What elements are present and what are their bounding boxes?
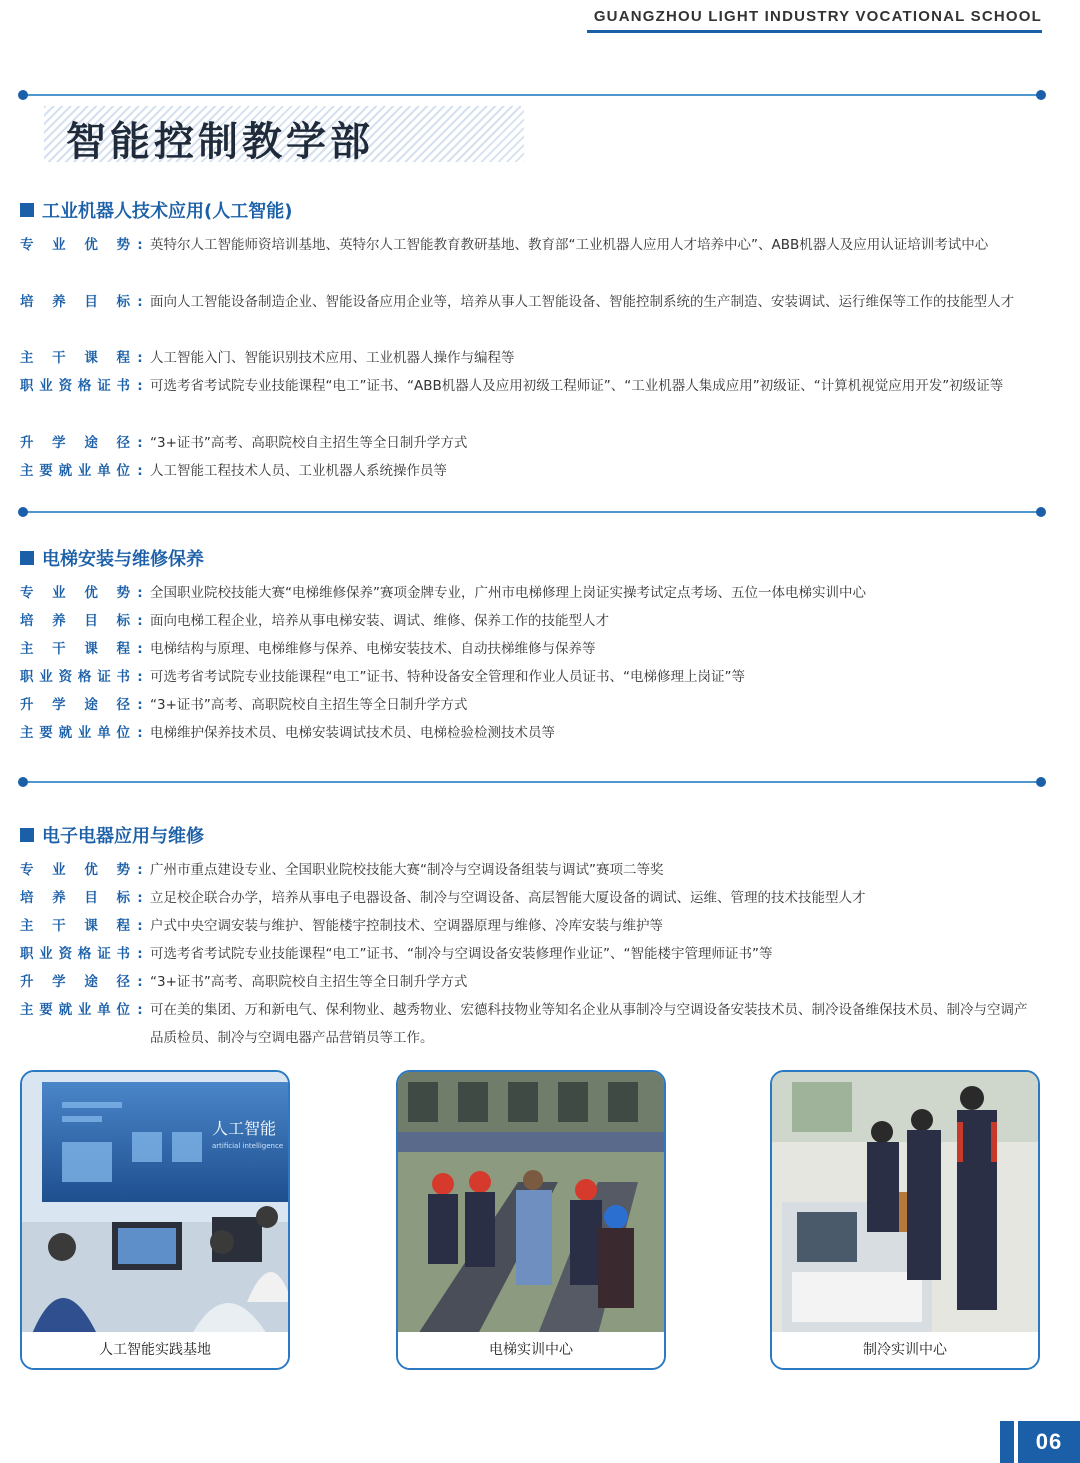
- row-label: 培养目标: [20, 613, 130, 629]
- row-label: 职业资格证书: [20, 946, 130, 962]
- info-row: 主干课程 : 人工智能入门、智能识别技术应用、工业机器人操作与编程等: [20, 344, 1040, 372]
- row-value: 全国职业院校技能大赛“电梯维修保养”赛项金牌专业，广州市电梯修理上岗证实操考试定点考场、五位一体电梯实训中心: [150, 585, 866, 601]
- row-value: “3+证书”高考、高职院校自主招生等全日制升学方式: [150, 697, 468, 713]
- ai-lab-image: [22, 1072, 288, 1334]
- row-label: 主要就业单位: [20, 725, 130, 741]
- row-label: 职业资格证书: [20, 669, 130, 685]
- row-label: 培养目标: [20, 890, 130, 906]
- info-row: 培养目标 : 立足校企联合办学，培养从事电子电器设备、制冷与空调设备、高层智能大厦设备的调试、运维、管理的技术技能型人才: [20, 884, 1040, 912]
- row-value: 面向人工智能设备制造企业、智能设备应用企业等，培养从事人工智能设备、智能控制系统的生产制造、安装调试、运行维保等工作的技能型人才: [150, 294, 1014, 310]
- row-value: “3+证书”高考、高职院校自主招生等全日制升学方式: [150, 435, 468, 451]
- section-heading-robotics: [20, 197, 292, 223]
- photo-ai-lab: [20, 1070, 290, 1370]
- row-label: 主要就业单位: [20, 463, 130, 479]
- school-name: GUANGZHOU LIGHT INDUSTRY VOCATIONAL SCHOOL: [593, 8, 1042, 25]
- row-label: 培养目标: [20, 294, 130, 310]
- ai-screen-title: 人工智能: [212, 1119, 277, 1138]
- photo-elevator-center: [396, 1070, 666, 1370]
- divider-section-2: [22, 511, 1042, 513]
- section-heading-text: 电子电器应用与维修: [42, 826, 204, 847]
- row-label: 升学途径: [20, 435, 130, 451]
- divider-section-3: [22, 781, 1042, 783]
- info-row: 升学途径 : “3+证书”高考、高职院校自主招生等全日制升学方式: [20, 968, 1040, 996]
- info-row: 专业优势 : 英特尔人工智能师资培训基地、英特尔人工智能教育教研基地、教育部“工业机器人应用人才培养中心”、ABB机器人及应用认证培训考试中心: [20, 231, 1040, 259]
- row-label: 升学途径: [20, 697, 130, 713]
- section-heading-electronics: [20, 822, 204, 848]
- info-row: 主干课程 : 户式中央空调安装与维护、智能楼宇控制技术、空调器原理与维修、冷库安装与维护等: [20, 912, 1040, 940]
- row-label: 主干课程: [20, 641, 130, 657]
- row-label: 主干课程: [20, 350, 130, 366]
- photo-refrigeration-center: [770, 1070, 1040, 1370]
- info-row: 升学途径 : “3+证书”高考、高职院校自主招生等全日制升学方式: [20, 691, 1040, 719]
- row-value: 人工智能入门、智能识别技术应用、工业机器人操作与编程等: [150, 350, 515, 366]
- info-row: 培养目标 : 面向人工智能设备制造企业、智能设备应用企业等，培养从事人工智能设备、智能控制系统的生产制造、安装调试、运行维保等工作的技能型人才: [20, 288, 1040, 316]
- row-label: 专业优势: [20, 585, 130, 601]
- row-value: 立足校企联合办学，培养从事电子电器设备、制冷与空调设备、高层智能大厦设备的调试、运维、管理的技术技能型人才: [150, 890, 866, 906]
- photo-caption: 电梯实训中心: [398, 1332, 664, 1368]
- info-row: 主干课程 : 电梯结构与原理、电梯维修与保养、电梯安装技术、自动扶梯维修与保养等: [20, 635, 1040, 663]
- row-label: 主要就业单位: [20, 1002, 130, 1018]
- page-number: 06: [1018, 1421, 1080, 1463]
- info-row: 升学途径 : “3+证书”高考、高职院校自主招生等全日制升学方式: [20, 429, 1040, 457]
- row-value: 英特尔人工智能师资培训基地、英特尔人工智能教育教研基地、教育部“工业机器人应用人才培养中心”、ABB机器人及应用认证培训考试中心: [150, 237, 989, 253]
- row-value: 可选考省考试院专业技能课程“电工”证书、“ABB机器人及应用初级工程师证”、“工业机器人集成应用”初级证、“计算机视觉应用开发”初级证等: [150, 378, 1004, 394]
- elevator-image: [398, 1072, 664, 1334]
- square-bullet-icon: [20, 828, 34, 842]
- info-row: 培养目标 : 面向电梯工程企业，培养从事电梯安装、调试、维修、保养工作的技能型人才: [20, 607, 1040, 635]
- info-row: 主要就业单位 : 人工智能工程技术人员、工业机器人系统操作员等: [20, 457, 1040, 485]
- row-label: 主干课程: [20, 918, 130, 934]
- row-value: 可选考省考试院专业技能课程“电工”证书、特种设备安全管理和作业人员证书、“电梯修理上岗证”等: [150, 669, 745, 685]
- photo-caption: 制冷实训中心: [772, 1332, 1038, 1368]
- section-heading-elevator: [20, 545, 204, 571]
- info-row: 主要就业单位 : 电梯维护保养技术员、电梯安装调试技术员、电梯检验检测技术员等: [20, 719, 1040, 747]
- row-value: 户式中央空调安装与维护、智能楼宇控制技术、空调器原理与维修、冷库安装与维护等: [150, 918, 663, 934]
- row-value: 电梯维护保养技术员、电梯安装调试技术员、电梯检验检测技术员等: [150, 725, 555, 741]
- row-label: 职业资格证书: [20, 378, 130, 394]
- row-value: “3+证书”高考、高职院校自主招生等全日制升学方式: [150, 974, 468, 990]
- ai-screen-subtitle: artificial intelligence: [212, 1142, 284, 1150]
- photo-caption: 人工智能实践基地: [22, 1332, 288, 1368]
- info-row: 职业资格证书 : 可选考省考试院专业技能课程“电工”证书、特种设备安全管理和作业人员证书、“电梯修理上岗证”等: [20, 663, 1040, 691]
- info-row: 主要就业单位 : 可在美的集团、万和新电气、保利物业、越秀物业、宏德科技物业等知名企业从事制冷与空调设备安装技术员、制冷设备维保技术员、制冷与空调产品质检员、制冷与空调电器产品营销员等工作。: [20, 996, 1040, 1052]
- info-row: 专业优势 : 广州市重点建设专业、全国职业院校技能大赛“制冷与空调设备组装与调试”赛项二等奖: [20, 856, 1040, 884]
- info-row: 专业优势 : 全国职业院校技能大赛“电梯维修保养”赛项金牌专业，广州市电梯修理上岗证实操考试定点考场、五位一体电梯实训中心: [20, 579, 1040, 607]
- square-bullet-icon: [20, 551, 34, 565]
- row-value: 人工智能工程技术人员、工业机器人系统操作员等: [150, 463, 447, 479]
- row-label: 专业优势: [20, 237, 130, 253]
- row-label: 专业优势: [20, 862, 130, 878]
- page-number-bar: [1000, 1421, 1014, 1463]
- row-value: 广州市重点建设专业、全国职业院校技能大赛“制冷与空调设备组装与调试”赛项二等奖: [150, 862, 664, 878]
- row-value: 面向电梯工程企业，培养从事电梯安装、调试、维修、保养工作的技能型人才: [150, 613, 609, 629]
- info-row: 职业资格证书 : 可选考省考试院专业技能课程“电工”证书、“制冷与空调设备安装修理作业证”、“智能楼宇管理师证书”等: [20, 940, 1040, 968]
- section-heading-text: 工业机器人技术应用(人工智能): [42, 201, 293, 222]
- divider-top: [22, 94, 1042, 96]
- page-title: 智能控制教学部: [66, 118, 374, 165]
- refrigeration-image: [772, 1072, 1038, 1334]
- square-bullet-icon: [20, 203, 34, 217]
- info-row: 职业资格证书 : 可选考省考试院专业技能课程“电工”证书、“ABB机器人及应用初级工程师证”、“工业机器人集成应用”初级证、“计算机视觉应用开发”初级证等: [20, 372, 1040, 400]
- row-value: 可选考省考试院专业技能课程“电工”证书、“制冷与空调设备安装修理作业证”、“智能楼宇管理师证书”等: [150, 946, 773, 962]
- row-value: 可在美的集团、万和新电气、保利物业、越秀物业、宏德科技物业等知名企业从事制冷与空调设备安装技术员、制冷设备维保技术员、制冷与空调产品质检员、制冷与空调电器产品营销员等工作。: [150, 1002, 1028, 1046]
- row-value: 电梯结构与原理、电梯维修与保养、电梯安装技术、自动扶梯维修与保养等: [150, 641, 596, 657]
- school-name-underline: [587, 30, 1042, 33]
- section-heading-text: 电梯安装与维修保养: [42, 549, 204, 570]
- row-label: 升学途径: [20, 974, 130, 990]
